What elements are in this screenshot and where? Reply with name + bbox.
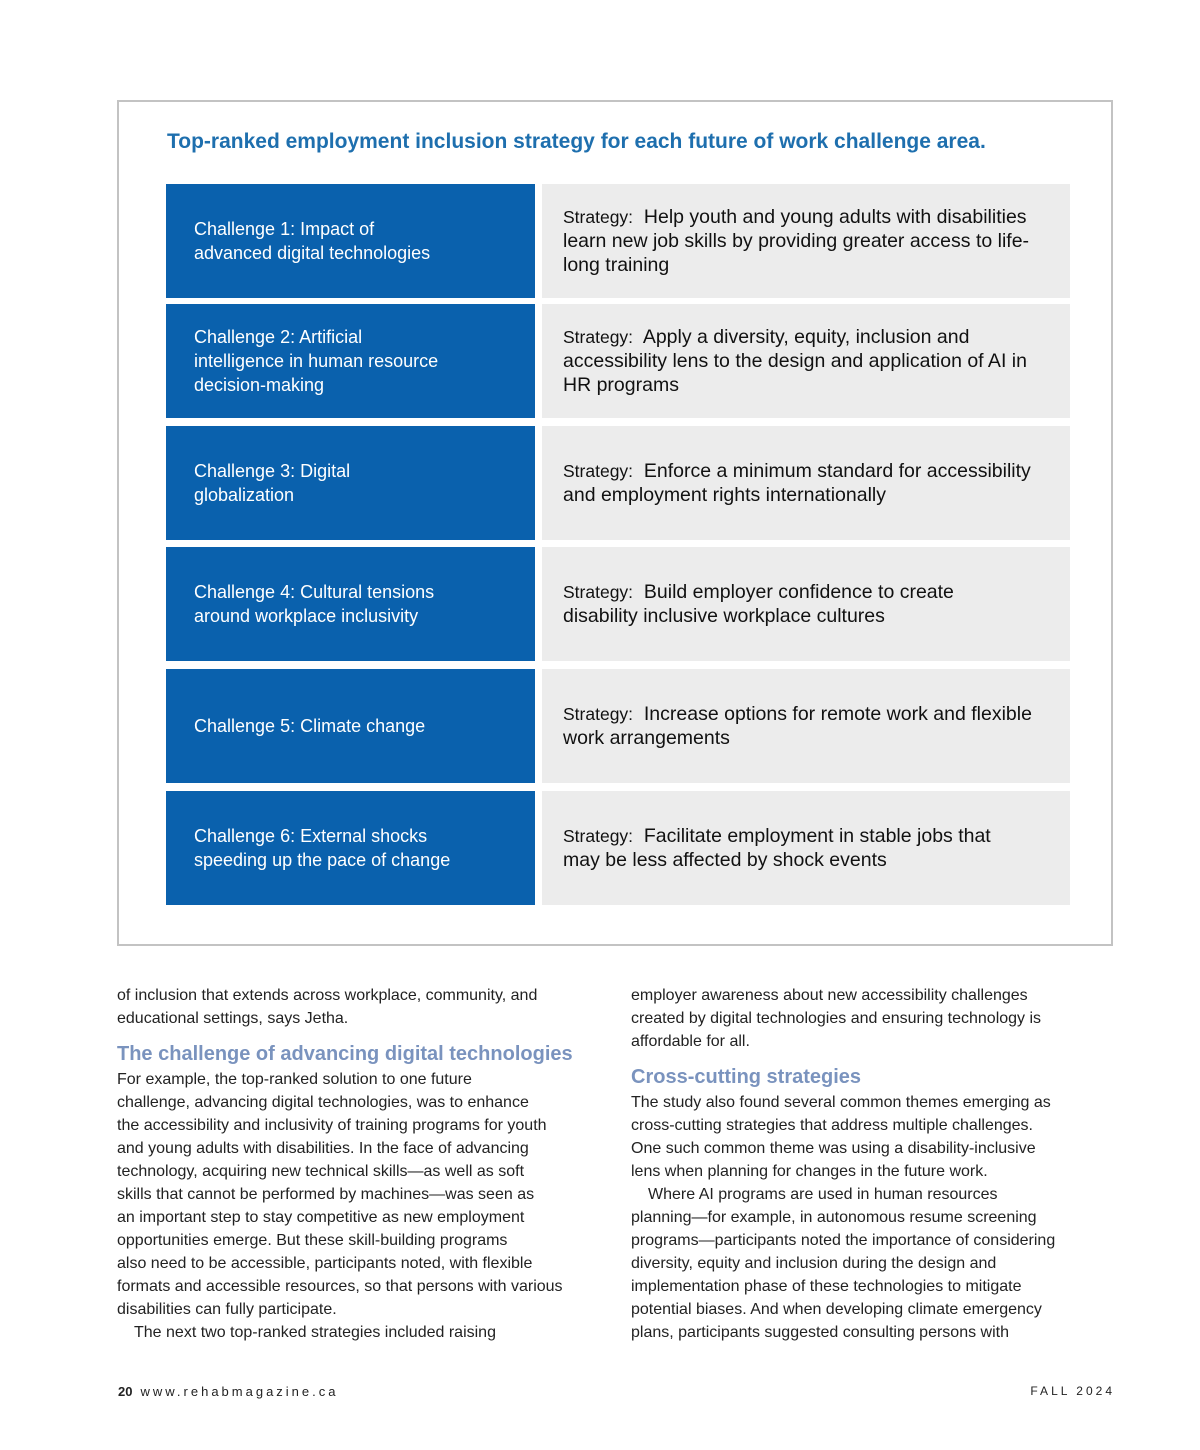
strategy-label: Strategy:: [563, 327, 634, 347]
strategy-label: Strategy:: [563, 704, 634, 724]
figure-title: Top-ranked employment inclusion strategy for each future of work challenge area.: [167, 130, 986, 153]
strategy-label: Strategy:: [563, 207, 634, 227]
strategy-label: Strategy:: [563, 826, 634, 846]
challenge-text: Challenge 3: Digital: [194, 461, 351, 481]
challenge-text: advanced digital technologies: [194, 243, 431, 263]
challenge-row-1: [166, 184, 1070, 298]
challenge-text: Challenge 2: Artificial: [194, 327, 363, 347]
challenge-text: decision-making: [194, 375, 325, 395]
strategy-text: HR programs: [563, 374, 679, 396]
strategy-cell: [542, 791, 1070, 905]
challenge-cell: [166, 547, 535, 661]
challenge-cell: [166, 791, 535, 905]
strategy-text: Help youth and young adults with disabilities: [643, 206, 1027, 228]
challenge-row-6: [166, 791, 1070, 905]
strategy-cell: [542, 304, 1070, 418]
strategy-text: disability inclusive workplace cultures: [563, 605, 885, 627]
challenge-cell: [166, 426, 535, 540]
strategy-text: learn new job skills by providing greater access to life-: [563, 230, 1030, 252]
strategy-text: and employment rights internationally: [563, 484, 887, 506]
issue-label: FALL 2024: [1030, 1384, 1115, 1398]
challenge-text: intelligence in human resource: [194, 351, 439, 371]
article-right-column: [631, 984, 1101, 1344]
challenge-cell: [166, 669, 535, 783]
challenge-cell: [166, 304, 535, 418]
challenge-row-2: [166, 304, 1070, 418]
challenge-row-5: [166, 669, 1070, 783]
challenge-row-4: [166, 547, 1070, 661]
strategy-label: Strategy:: [563, 582, 634, 602]
challenge-text: Challenge 1: Impact of: [194, 219, 375, 239]
strategy-text: long training: [563, 254, 670, 276]
strategy-text: accessibility lens to the design and application of AI in: [563, 350, 1027, 372]
strategy-text: Increase options for remote work and flexible: [643, 703, 1032, 725]
challenge-text: Challenge 4: Cultural tensions: [194, 582, 435, 602]
strategy-cell: [542, 547, 1070, 661]
challenge-cell: [166, 184, 535, 298]
website-link[interactable]: www.rehabmagazine.ca: [140, 1384, 339, 1399]
paragraph: Where AI programs are used in human resources: [648, 1186, 998, 1203]
article-left-column: [117, 984, 597, 1344]
paragraph: employer awareness about new accessibility challenges created by digital technologies and ensuring technology is affordable for all.: [631, 987, 1042, 1050]
challenge-text: around workplace inclusivity: [194, 606, 419, 626]
page-number: 20: [118, 1384, 133, 1399]
challenge-text: globalization: [194, 485, 295, 505]
paragraph: The next two top-ranked strategies included raising: [134, 1324, 496, 1341]
section-heading: The challenge of advancing digital technologies: [117, 1043, 573, 1065]
strategy-text: may be less affected by shock events: [563, 849, 887, 871]
challenge-text: speeding up the pace of change: [194, 850, 451, 870]
challenge-text: Challenge 5: Climate change: [194, 716, 426, 736]
strategy-text: Build employer confidence to create: [643, 581, 954, 603]
strategy-text: Apply a diversity, equity, inclusion and: [642, 326, 970, 348]
paragraph: planning—for example, in autonomous resume screening programs—participants noted the importance of considering diversity, equity and inclusion during the design and implementation phase of these technologies to mitigate potential biases. And when developing climate emergency plans, participants suggested consulting persons with: [631, 1209, 1056, 1341]
section-heading: Cross-cutting strategies: [631, 1066, 862, 1088]
paragraph: For example, the top-ranked solution to one future challenge, advancing digital technologies, was to enhance the accessibility and inclusivity of training programs for youth and young adults with disabilities. In the face of advancing technology, acquiring new technical skills—as well as soft skills that cannot be performed by machines—was seen as an important step to stay competitive as new employment opportunities emerge. But these skill-building programs also need to be accessible, participants noted, with flexible formats and accessible resources, so that persons with various disabilities can fully participate.: [117, 1071, 563, 1318]
paragraph: The study also found several common themes emerging as cross-cutting strategies that address multiple challenges. One such common theme was using a disability-inclusive lens when planning for changes in the future work.: [631, 1094, 1051, 1180]
strategy-cell: [542, 426, 1070, 540]
challenge-text: Challenge 6: External shocks: [194, 826, 428, 846]
strategy-cell: [542, 184, 1070, 298]
strategy-text: Enforce a minimum standard for accessibility: [643, 460, 1031, 482]
strategy-text: Facilitate employment in stable jobs that: [643, 825, 991, 847]
challenge-row-3: [166, 426, 1070, 540]
strategy-cell: [542, 669, 1070, 783]
strategy-figure: [117, 100, 1113, 946]
footer-left: [118, 1384, 339, 1399]
strategy-label: Strategy:: [563, 461, 634, 481]
strategy-text: work arrangements: [563, 727, 730, 749]
paragraph: of inclusion that extends across workplace, community, and educational settings, says Jetha.: [117, 987, 538, 1027]
